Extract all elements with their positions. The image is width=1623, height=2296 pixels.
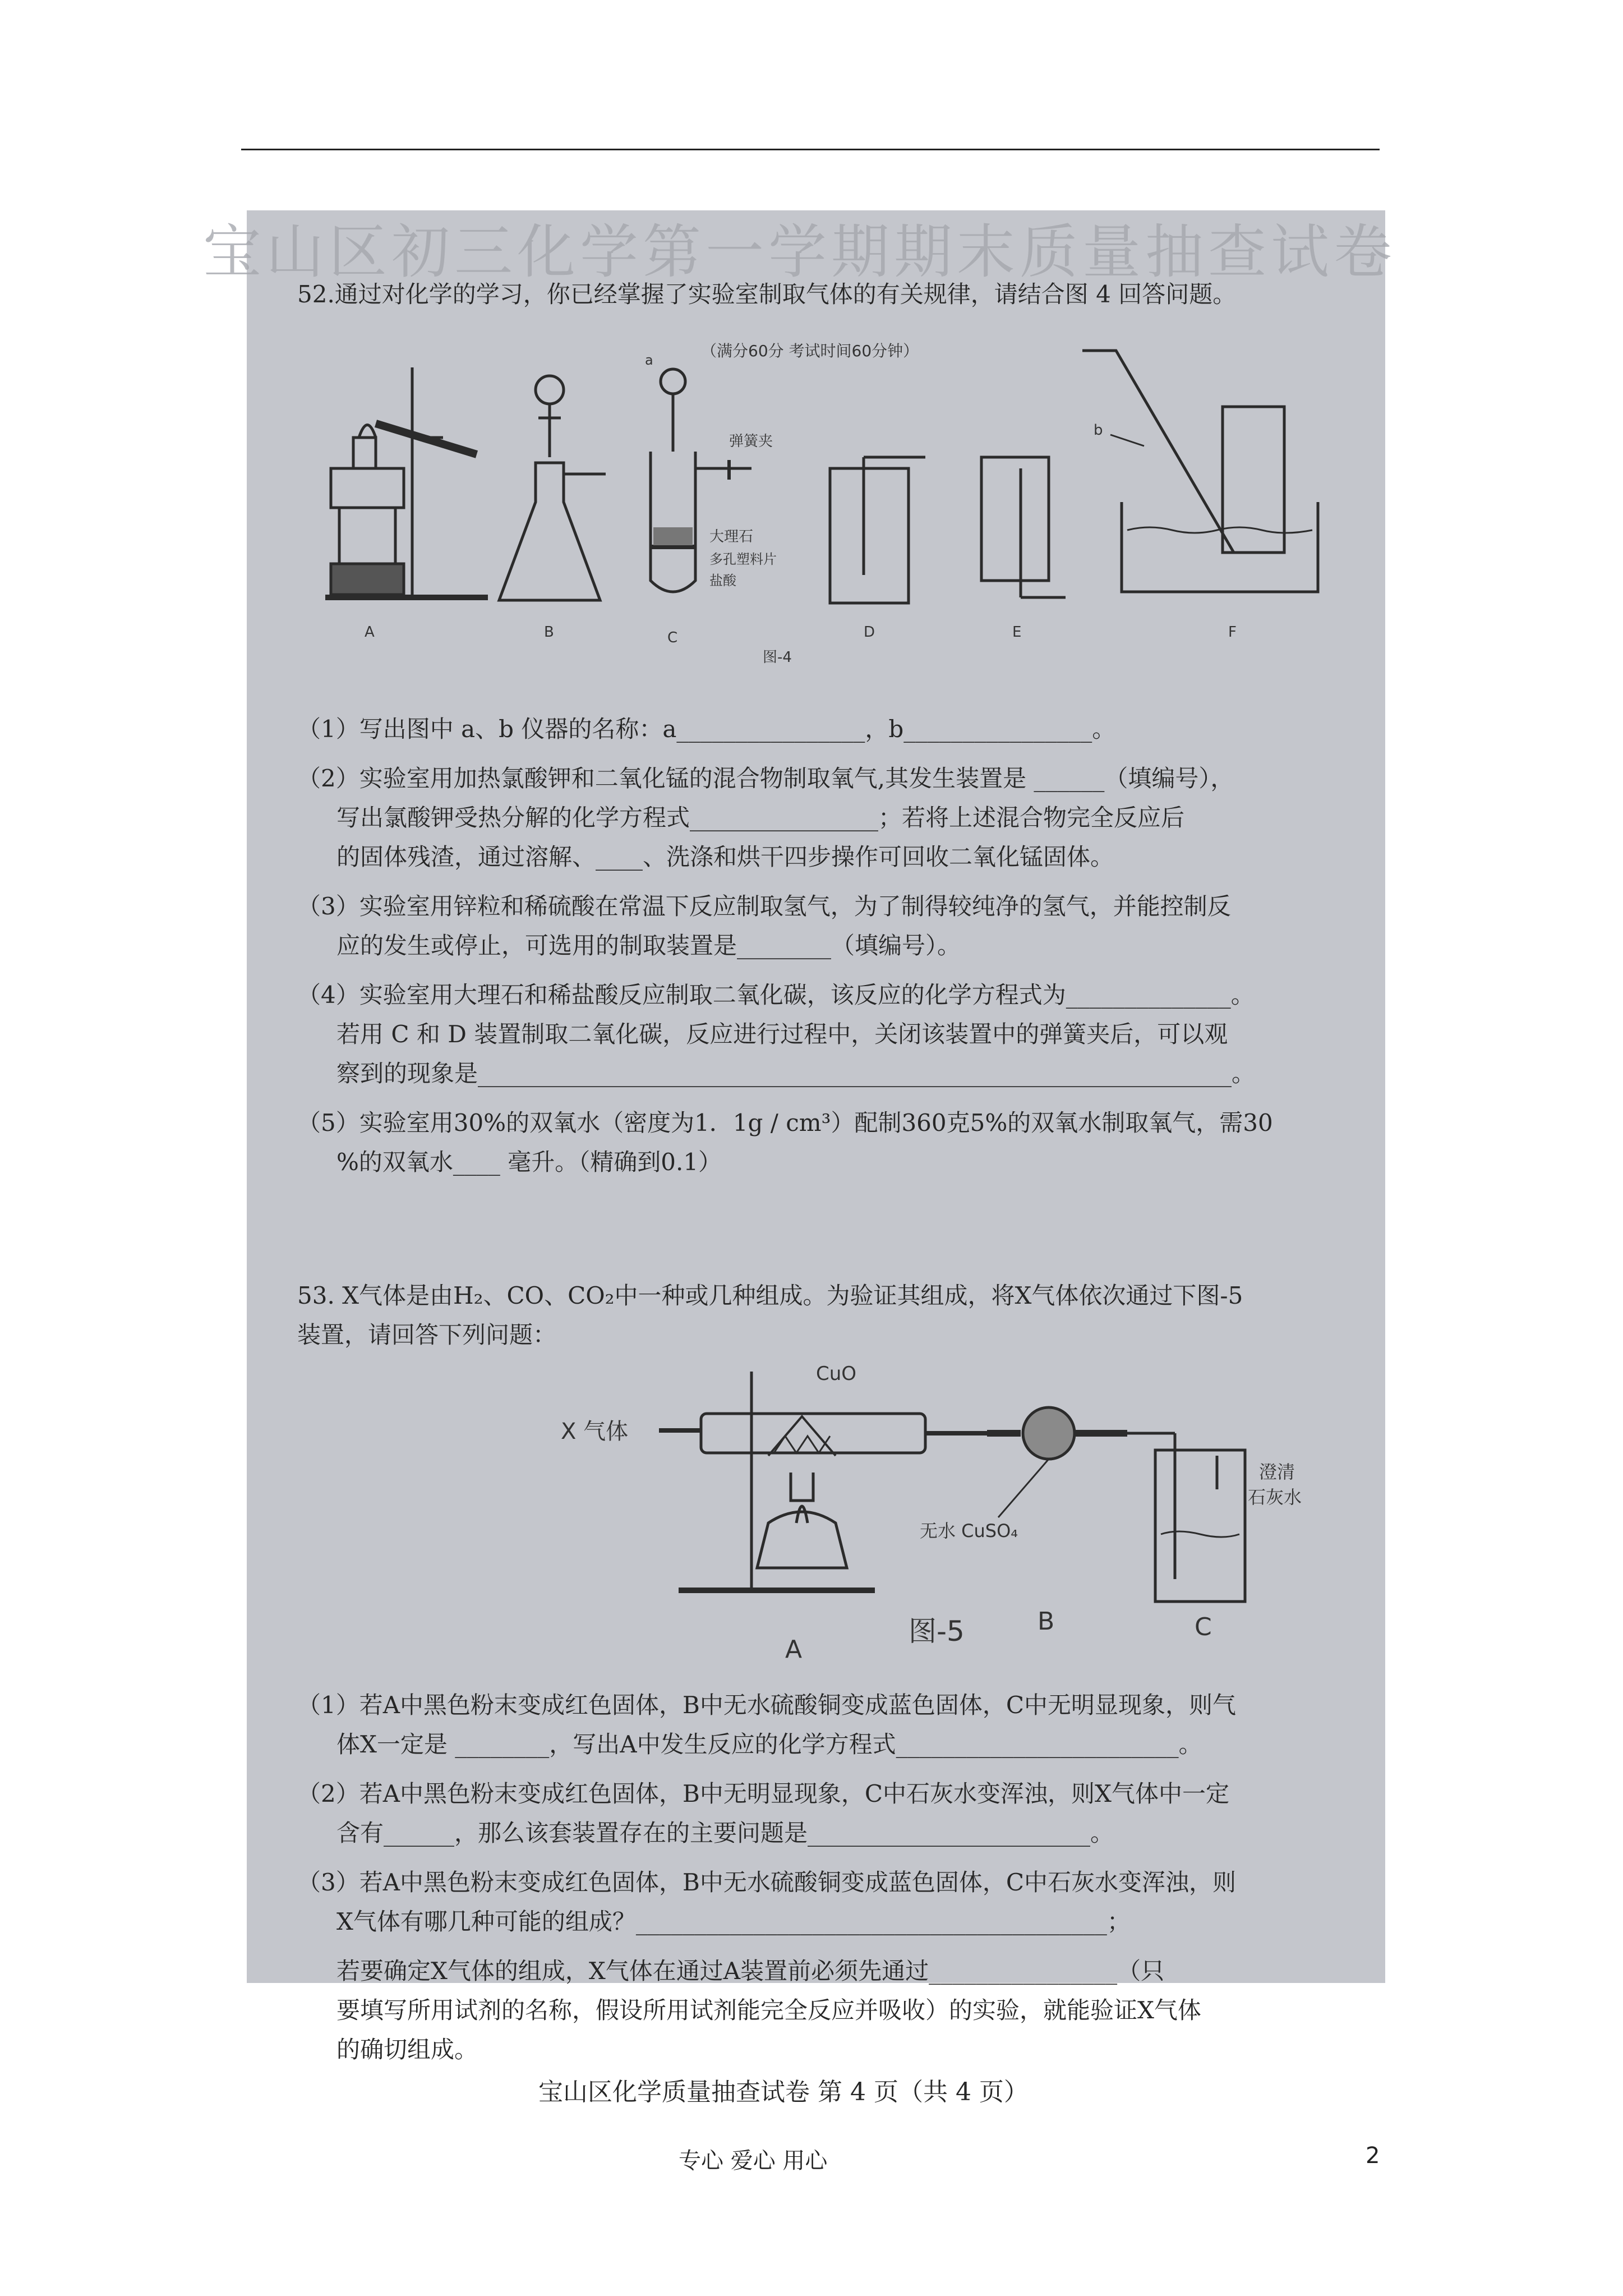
q52-intro: 52.通过对化学的学习，你已经掌握了实验室制取气体的有关规律，请结合图 4 回答问题。 [297, 280, 1237, 308]
label-spring-clip: 弹簧夹 [729, 433, 773, 450]
q53-part-2-line-2: 含有______，那么该套装置存在的主要问题是________________________。 [336, 1819, 1114, 1847]
q52-part-1: （1）写出图中 a、b 仪器的名称：a________________，b________________。 [297, 715, 1116, 743]
label-limewater-2: 石灰水 [1248, 1487, 1302, 1508]
label-plate: 多孔塑料片 [709, 551, 777, 567]
apparatus-a [325, 367, 488, 597]
apparatus-f [1082, 351, 1318, 592]
q53-part-3-line-5: 的确切组成。 [336, 2036, 478, 2063]
label-marble: 大理石 [709, 528, 754, 545]
bleed-through-header: 宝山区初三化学第一学期期末质量抽查试卷 [202, 218, 1396, 286]
apparatus-d [830, 457, 925, 603]
q52-part-3-line-2: 应的发生或停止，可选用的制取装置是________（填编号）。 [336, 932, 961, 959]
apparatus-e [981, 457, 1066, 597]
figure-5 [561, 1355, 1302, 1669]
apparatus-b-5 [987, 1407, 1175, 1517]
apparatus-b-label: B [544, 624, 554, 641]
figure-5-caption: 图-5 [909, 1615, 965, 1648]
apparatus-c-label: C [667, 629, 678, 646]
q53-part-3-line-1: （3）若A中黑色粉末变成红色固体，B中无水硫酸铜变成蓝色固体，C中石灰水变浑浊，则 [297, 1869, 1237, 1896]
q53-intro-line-1: 53. X气体是由H₂、CO、CO₂中一种或几种组成。为验证其组成，将X气体依次通过下图-5 [297, 1282, 1243, 1309]
q52-part-2-line-3: 的固体残渣，通过溶解、____、洗涤和烘干四步操作可回收二氧化锰固体。 [336, 843, 1114, 871]
q52-part-5-line-1: （5）实验室用30%的双氧水（密度为1．1g / cm³）配制360克5%的双氧水制取氧气，需30 [297, 1109, 1273, 1137]
q53-part-3-line-2: X气体有哪几种可能的组成？________________________________________； [336, 1908, 1131, 1935]
label-x-gas: X 气体 [561, 1419, 629, 1444]
exam-footer: 宝山区化学质量抽查试卷 第 4 页（共 4 页） [538, 2078, 1029, 2106]
q53-part-2-line-1: （2）若A中黑色粉末变成红色固体，B中无明显现象，C中石灰水变浑浊，则X气体中一定 [297, 1780, 1229, 1807]
label-limewater-1: 澄清 [1259, 1461, 1295, 1483]
figure-4-caption: 图-4 [763, 649, 792, 666]
q52-part-5-line-2: %的双氧水____ 毫升。（精确到0.1） [336, 1148, 722, 1176]
label-a: a [645, 352, 653, 368]
q52-part-2-line-1: （2）实验室用加热氯酸钾和二氧化锰的混合物制取氧气,其发生装置是 ______（填编号）， [297, 765, 1234, 792]
apparatus-d-label: D [864, 624, 875, 641]
label-b: b [1094, 422, 1103, 439]
q53-part-1-line-2: 体X一定是 ________，写出A中发生反应的化学方程式________________________。 [336, 1731, 1202, 1758]
q52-parts [297, 710, 1324, 1182]
q52-part-4-line-2: 若用 C 和 D 装置制取二氧化碳，反应进行过程中，关闭该装置中的弹簧夹后，可以观 [336, 1020, 1228, 1048]
scanned-exam-photo [202, 210, 1396, 2106]
label-cuso4: 无水 CuSO₄ [920, 1520, 1018, 1542]
apparatus-e-label: E [1012, 624, 1022, 641]
q52-part-2-line-2: 写出氯酸钾受热分解的化学方程式________________；若将上述混合物完全反应后 [336, 804, 1185, 831]
q53-part-3-line-4: 要填写所用试剂的名称，假设所用试剂能完全反应并吸收）的实验，就能验证X气体 [336, 1996, 1201, 2024]
q53-intro [297, 1276, 1324, 1355]
q53-parts [297, 1686, 1324, 2069]
apparatus-b [499, 376, 606, 600]
label-cuo: CuO [816, 1363, 857, 1385]
header-rule [241, 149, 1380, 150]
apparatus-a-5 [659, 1372, 987, 1590]
apparatus-b-5-label: B [1038, 1607, 1055, 1636]
q53-intro-line-2: 装置，请回答下列问题： [297, 1321, 557, 1349]
apparatus-c-5 [1155, 1450, 1245, 1602]
q52-part-3-line-1: （3）实验室用锌粒和稀硫酸在常温下反应制取氢气，为了制得较纯净的氢气，并能控制反 [297, 892, 1231, 920]
apparatus-a-label: A [365, 624, 375, 641]
q52-part-4-line-3: 察到的现象是________________________________________________________________。 [336, 1060, 1256, 1087]
apparatus-f-label: F [1228, 624, 1237, 641]
apparatus-a-5-label: A [785, 1635, 803, 1664]
apparatus-c-5-label: C [1195, 1613, 1212, 1641]
figure-4-ghost-text: （满分60分 考试时间60分钟） [701, 342, 919, 360]
page-number: 2 [1366, 2143, 1380, 2169]
label-acid: 盐酸 [709, 573, 736, 588]
page-motto: 专心 爱心 用心 [679, 2148, 828, 2174]
q53-part-3-line-3: 若要确定X气体的组成，X气体在通过A装置前必须先通过________________（只 [336, 1957, 1165, 1985]
q52-part-4-line-1: （4）实验室用大理石和稀盐酸反应制取二氧化碳，该反应的化学方程式为______________。 [297, 981, 1255, 1009]
figure-4 [308, 317, 1329, 676]
q53-part-1-line-1: （1）若A中黑色粉末变成红色固体，B中无水硫酸铜变成蓝色固体，C中无明显现象，则气 [297, 1691, 1237, 1719]
